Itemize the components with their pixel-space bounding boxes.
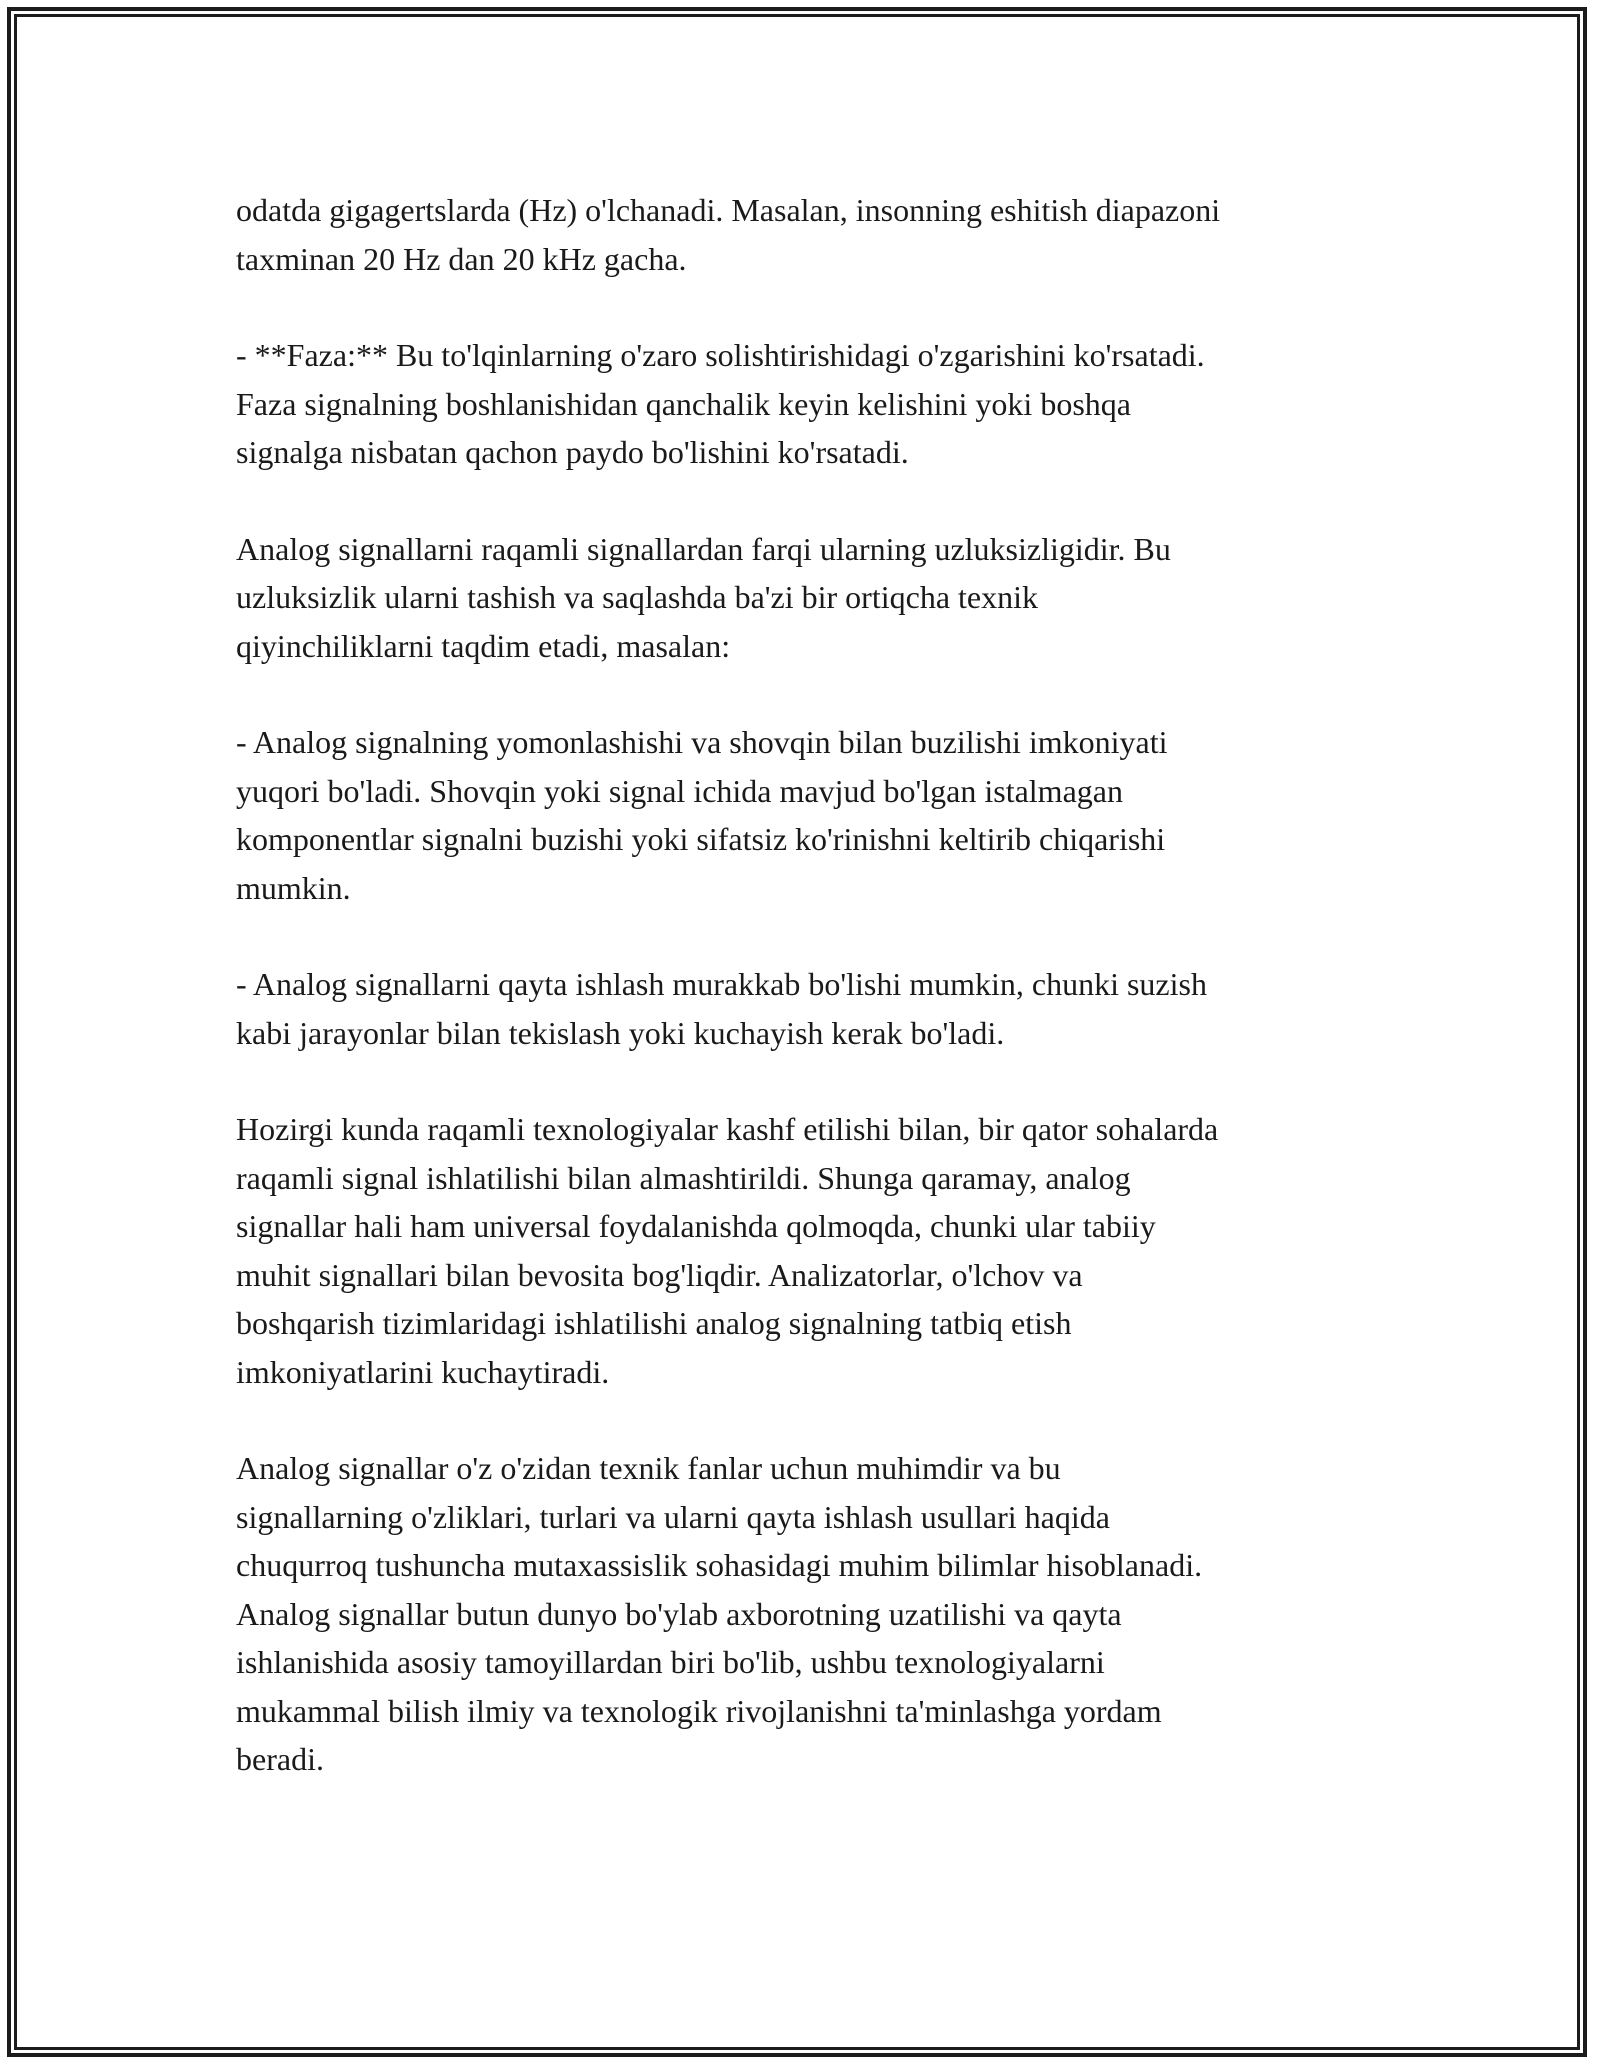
- paragraph-phase: - **Faza:** Bu to'lqinlarning o'zaro solishtirishidagi o'zgarishini ko'rsatadi. Faza signalning boshlanishidan qanchalik keyin kelishini yoki boshqa signalga nisbatan qachon paydo bo'lishini ko'rsatadi.: [236, 337, 1205, 470]
- paragraph-frequency-continuation: odatda gigagertslarda (Hz) o'lchanadi. Masalan, insonning eshitish diapazoni taxminan 20 Hz dan 20 kHz gacha.: [236, 192, 1221, 277]
- paragraph-conclusion: Analog signallar o'z o'zidan texnik fanlar uchun muhimdir va bu signallarning o'zliklari, turlari va ularni qayta ishlash usullari haqida chuqurroq tushuncha mutaxassislik sohasidagi muhim bilimlar hisoblanadi. Analog signallar butun dunyo bo'ylab axborotning uzatilishi va qayta ishlanishida asosiy tamoyillardan biri bo'lib, ushbu texnologiyalarni mukammal bilish ilmiy va texnologik rivojlanishni ta'minlashga yordam beradi.: [236, 1450, 1203, 1777]
- document-body: [236, 186, 1376, 1832]
- paragraph-modern-usage: Hozirgi kunda raqamli texnologiyalar kashf etilishi bilan, bir qator sohalarda raqamli signal ishlatilishi bilan almashtirildi. Shunga qaramay, analog signallar hali ham universal foydalanishda qolmoqda, chunki ular tabiiy muhit signallari bilan bevosita bog'liqdir. Analizatorlar, o'lchov va boshqarish tizimlaridagi ishlatilishi analog signalning tatbiq etish imkoniyatlarini kuchaytiradi.: [236, 1111, 1219, 1390]
- paragraph-analog-vs-digital: Analog signallarni raqamli signallardan farqi ularning uzluksizligidir. Bu uzluksizlik ularni tashish va saqlashda ba'zi bir ortiqcha texnik qiyinchiliklarni taqdim etadi, masalan:: [236, 530, 1171, 664]
- paragraph-processing-complexity: - Analog signallarni qayta ishlash murakkab bo'lishi mumkin, chunki suzish kabi jarayonlar bilan tekislash yoki kuchayish kerak bo'ladi.: [236, 966, 1207, 1051]
- paragraph-noise-degradation: - Analog signalning yomonlashishi va shovqin bilan buzilishi imkoniyati yuqori bo'ladi. Shovqin yoki signal ichida mavjud bo'lgan istalmagan komponentlar signalni buzishi yoki sifatsiz ko'rinishni keltirib chiqarishi mumkin.: [236, 724, 1168, 906]
